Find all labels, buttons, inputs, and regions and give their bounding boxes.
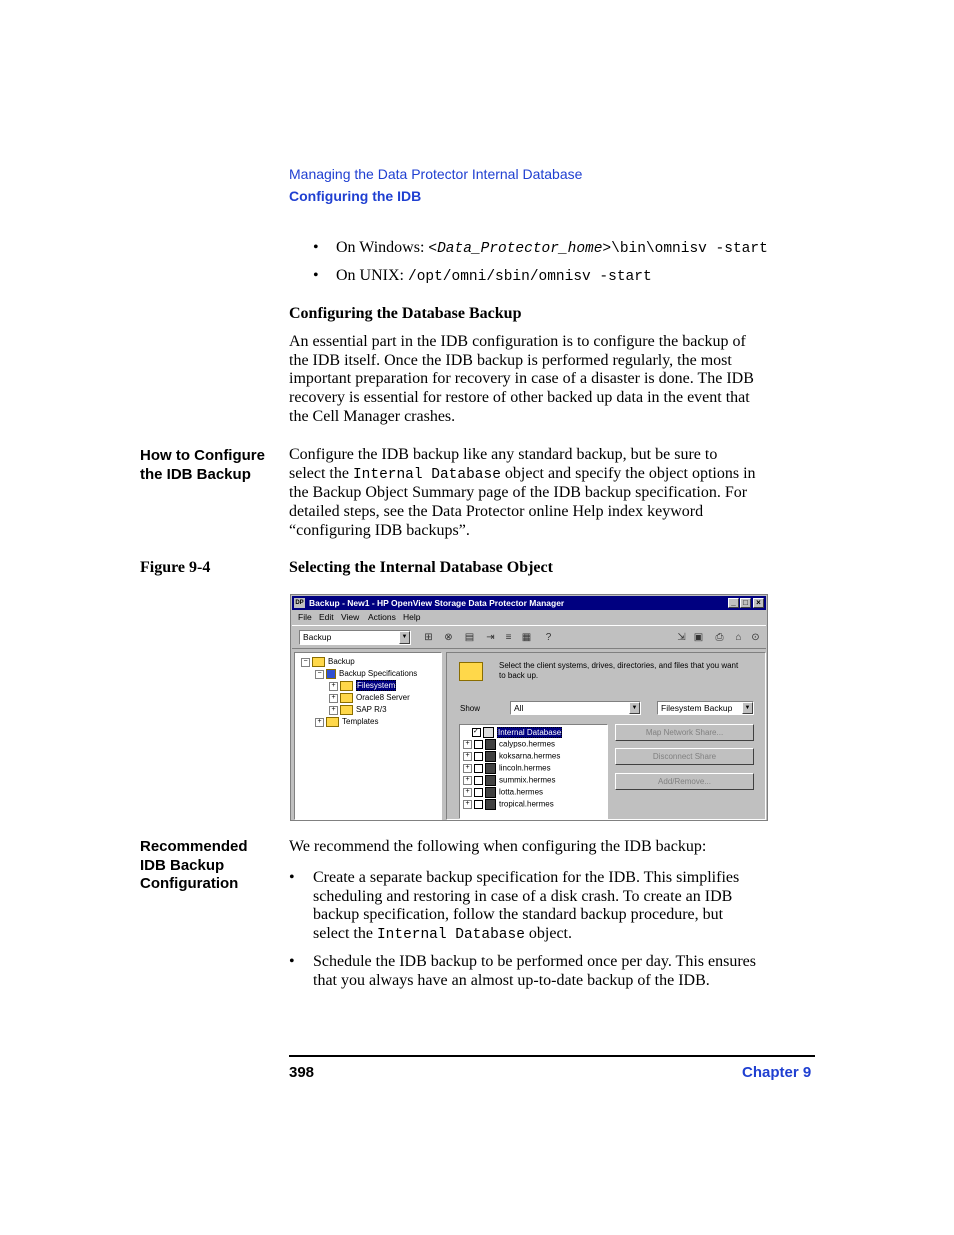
bullet-dot: • [289,953,295,970]
paragraph-line: select the Internal Database object. [313,925,572,944]
figure-screenshot-window [290,594,768,821]
computer-icon [485,763,496,774]
running-header-section: Managing the Data Protector Internal Database [289,166,583,182]
menu-file: File [298,612,312,622]
how-to-side-heading [140,447,265,484]
checkbox-checked-icon: ✓ [472,728,481,737]
inline-code: Internal Database [352,466,501,483]
chevron-down-icon: ▼ [399,631,410,644]
how-to-paragraph [289,446,756,541]
map-network-share-button: Map Network Share... [615,724,754,741]
window-toolbar [292,625,766,649]
expand-icon: + [329,682,338,691]
list-icon: ≡ [505,632,512,643]
list-item: + koksarna.hermes [463,751,560,762]
device-icon: ⊙ [751,632,760,643]
menu-view: View [341,612,360,622]
paragraph-line: Configure the IDB backup like any standard backup, but be sure to [289,446,718,463]
recommended-intro: We recommend the following when configuring the IDB backup: [289,838,707,855]
tree-item-templates: + Templates [315,717,378,727]
paragraph-line: the Cell Manager crashes. [289,407,456,425]
figure-caption: Selecting the Internal Database Object [289,559,553,576]
backup-type-combo: Filesystem Backup ▼ [657,701,754,715]
computer-icon [485,775,496,786]
expand-icon: + [329,706,338,715]
checkbox-icon [474,764,483,773]
computer-icon [485,787,496,798]
instruction-text: Select the client systems, drives, directories, and files that you want to back up. [499,661,739,680]
list-item: + lincoln.hermes [463,763,551,774]
window-titlebar [292,596,766,610]
bullet-windows-command: \bin\omnisv -start [611,241,768,257]
folder-icon [340,693,353,703]
chapter-label: Chapter 9 [742,1064,812,1081]
maximize-icon: □ [740,598,751,608]
paragraph-line: backup specification, follow the standard backup procedure, but [313,906,724,924]
app-icon: DP [295,600,304,606]
paragraph-line: the IDB itself. Once the IDB backup is performed regularly, the most [289,351,732,369]
export-icon: ⇲ [677,632,686,643]
list-item: + tropical.hermes [463,799,554,810]
side-heading-line: How to Configure [140,447,265,464]
folder-icon [312,657,325,667]
figure-label: Figure 9-4 [140,559,211,576]
paragraph-line: select the Internal Database object and specify the object options in [289,464,756,483]
list-item: ✓ Internal Database [473,727,562,737]
paragraph-line: important preparation for recovery in case of a disaster is done. The IDB [289,370,754,388]
bullet-dot: • [313,267,319,284]
checkbox-icon [474,800,483,809]
paragraph-line: that you always have an almost up-to-date backup of the IDB. [313,971,710,989]
computer-icon [485,799,496,810]
collapse-icon: − [315,670,324,679]
minimize-icon: _ [728,598,739,608]
menu-edit: Edit [319,612,334,622]
checkbox-icon [474,752,483,761]
list-item: + summix.hermes [463,775,555,786]
bullet-dot: • [313,239,319,256]
folder-icon [340,681,353,691]
expand-icon: + [315,718,324,727]
paragraph-line: scheduling and restoring in case of a disk crash. To create an IDB [313,887,733,905]
disconnect-share-button: Disconnect Share [615,748,754,765]
paragraph-line: Create a separate backup specification for the IDB. This simplifies [313,869,740,886]
checkbox-icon [474,788,483,797]
help-icon: ? [545,632,552,643]
side-heading-line: Recommended [140,838,248,855]
expand-icon: + [463,752,472,761]
folder-icon [340,705,353,715]
pin-icon: ⇥ [486,632,495,643]
specification-icon [326,669,336,679]
menu-help: Help [403,612,421,622]
list-item: + calypso.hermes [463,739,555,750]
chevron-down-icon: ▼ [742,702,753,714]
side-heading-line: IDB Backup [140,856,225,874]
context-combo: Backup ▼ [299,630,411,645]
folder-icon [326,717,339,727]
db-backup-heading: Configuring the Database Backup [289,305,522,322]
bullet-windows-prefix: On Windows: [336,239,429,256]
collapse-icon: − [301,658,310,667]
paragraph-line: Schedule the IDB backup to be performed once per day. This ensures [313,953,756,970]
scoping-tree-pane [294,652,442,820]
bullet-unix-prefix: On UNIX: [336,267,408,284]
recommended-bullet-1 [289,869,814,949]
save-icon: ▣ [693,632,704,643]
paragraph-line: the Backup Object Summary page of the IDB backup specification. For [289,484,748,502]
show-combo: All ▼ [510,701,641,715]
computer-icon [485,751,496,762]
properties-icon: ▦ [521,632,532,643]
running-header-subsection: Configuring the IDB [289,188,422,204]
paragraph-line: An essential part in the IDB configuration is to configure the backup of [289,333,746,350]
add-remove-button: Add/Remove... [615,773,754,790]
tree-item-sap: + SAP R/3 [329,705,387,715]
tree-item-backup-specifications: − Backup Specifications [315,669,417,679]
results-pane [446,652,766,820]
close-icon: × [753,598,764,608]
list-item: + lotta.hermes [463,787,543,798]
paragraph-line: “configuring IDB backups”. [289,521,470,539]
show-label: Show [460,704,481,713]
expand-icon: + [329,694,338,703]
tree-item-backup: − Backup [301,657,355,667]
window-menubar [292,611,766,624]
expand-icon: + [463,764,472,773]
tree-item-oracle: + Oracle8 Server [329,693,410,703]
expand-icon: + [463,800,472,809]
tree-icon: ⊞ [424,632,433,643]
footer-rule [289,1055,815,1057]
stop-icon: ⊗ [444,632,453,643]
bullet-dot: • [289,869,295,886]
database-icon [483,727,494,738]
checkbox-icon [474,740,483,749]
expand-icon: + [463,788,472,797]
db-backup-paragraph [289,333,754,427]
expand-icon: + [463,740,472,749]
chevron-down-icon: ▼ [629,702,640,714]
print-icon: ⎙ [715,632,724,643]
window-icon: ▤ [464,632,475,643]
page-number: 398 [289,1064,315,1081]
tree-item-filesystem: + Filesystem [329,681,396,691]
side-heading-line: the IDB Backup [140,465,251,483]
computer-icon [485,739,496,750]
paragraph-line: recovery is essential for restore of other backed up data in the event that [289,389,750,407]
tape-icon: ⌂ [735,632,742,643]
bullet-unix [313,267,813,287]
recommended-side-heading [140,838,248,894]
side-heading-line: Configuration [140,875,239,892]
recommended-bullet-2 [289,953,814,993]
bullet-windows-path: <Data_Protector_home> [428,241,612,257]
menu-actions: Actions [368,612,396,622]
expand-icon: + [463,776,472,785]
checkbox-icon [474,776,483,785]
bullet-unix-command: /opt/omni/sbin/omnisv -start [408,269,652,285]
inline-code: Internal Database [376,927,525,944]
bullet-windows [313,239,813,259]
client-list [459,724,608,819]
folder-icon [459,662,483,681]
window-title: Backup - New1 - HP OpenView Storage Data Protector Manager [309,598,565,608]
paragraph-line: detailed steps, see the Data Protector online Help index keyword [289,503,704,521]
